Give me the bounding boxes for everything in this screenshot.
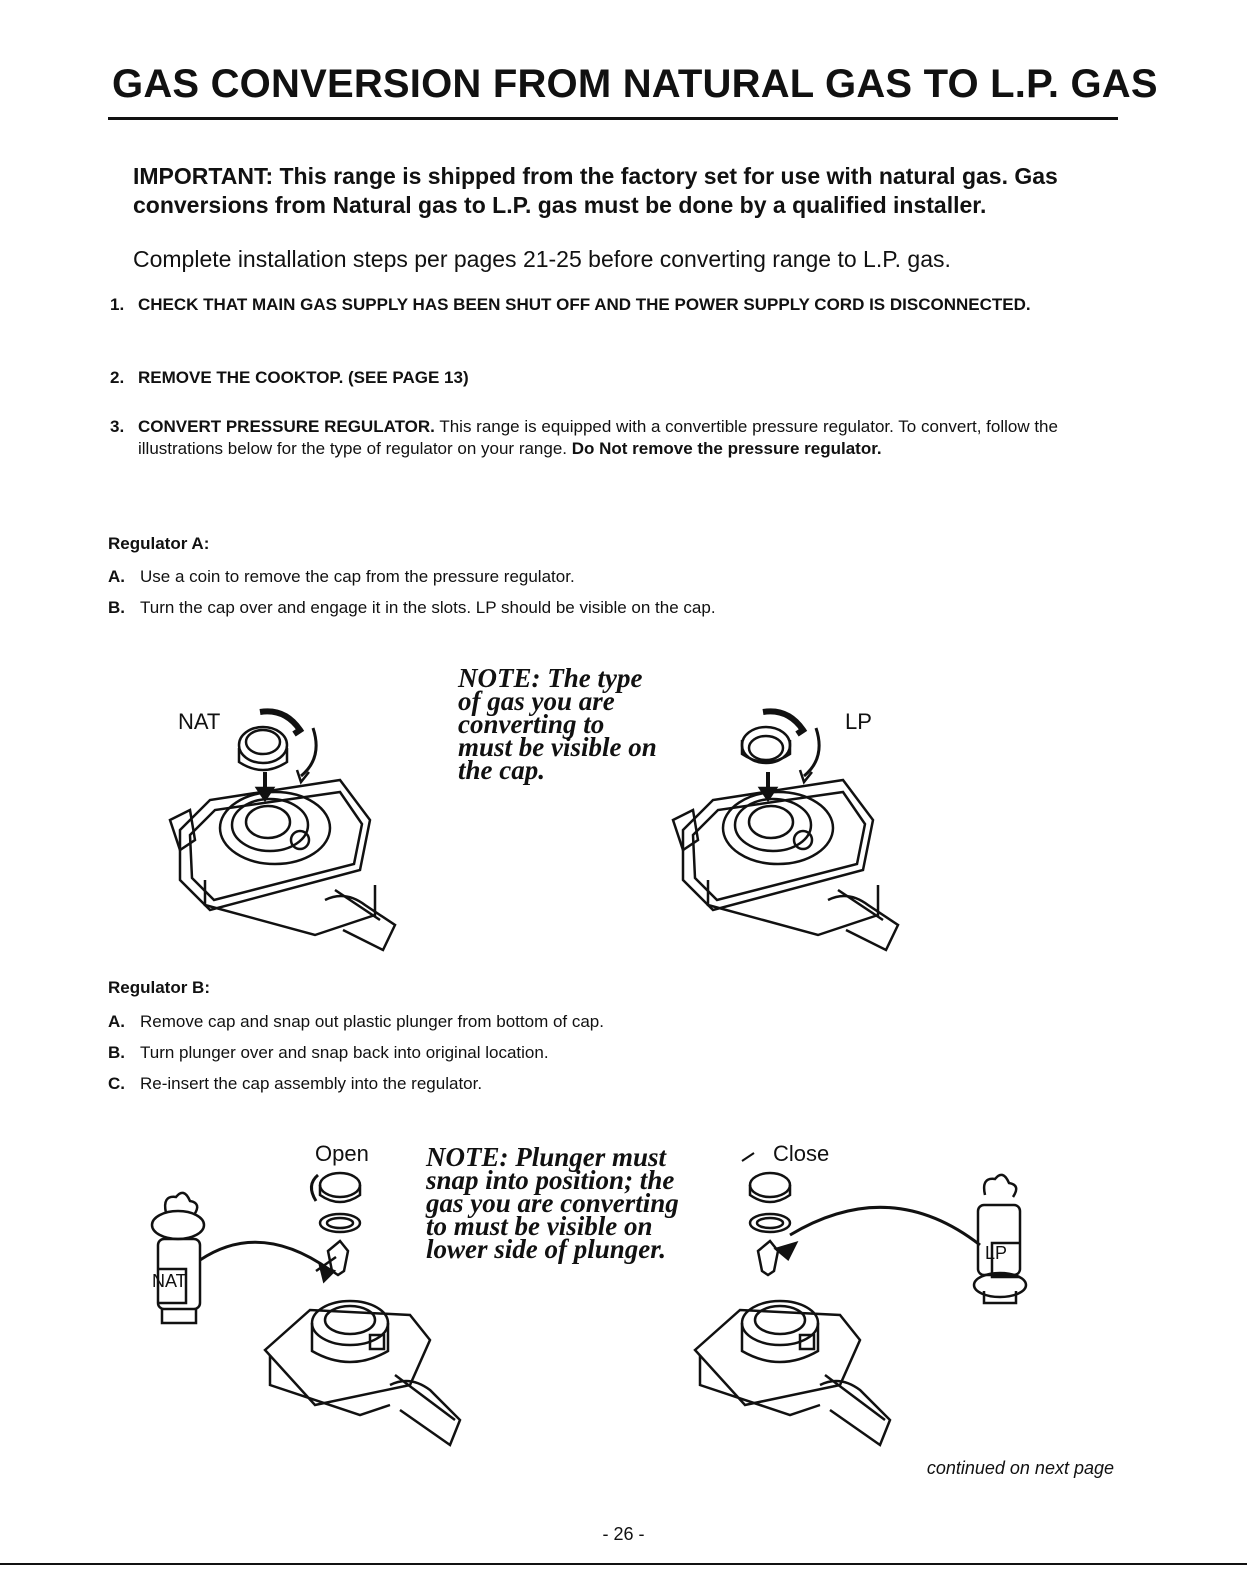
step-bold-text: REMOVE THE COOKTOP. (SEE PAGE 13): [138, 368, 469, 387]
step-bold-warning: Do Not remove the pressure regulator.: [571, 439, 882, 458]
item-text: Remove cap and snap out plastic plunger from bottom of cap.: [140, 1012, 604, 1031]
important-notice: IMPORTANT: This range is shipped from the factory set for use with natural gas. Gas conversions from Natural gas to L.P. gas must be done by a qualified installer.: [133, 163, 1058, 218]
step-1: [110, 294, 1110, 316]
regulator-b-item: [108, 1073, 482, 1095]
regulator-b-heading: Regulator B:: [108, 978, 210, 997]
step-number: 1.: [110, 295, 125, 314]
item-text: Turn plunger over and snap back into original location.: [140, 1043, 549, 1062]
regulator-a-item: [108, 566, 575, 588]
item-letter: B.: [108, 1043, 125, 1062]
note-line: lower side of plunger.: [426, 1234, 667, 1264]
regulator-a-note: [458, 663, 657, 785]
nat-plunger-label: NAT: [152, 1271, 187, 1291]
note-line: to must be visible on: [426, 1211, 653, 1241]
step-bold-text: CONVERT PRESSURE REGULATOR.: [138, 417, 435, 436]
regulator-b-item: [108, 1042, 549, 1064]
step-number: 3.: [110, 417, 125, 436]
page-number: - 26 -: [602, 1524, 645, 1544]
step-text: This range is equipped with a convertible pressure regulator. To convert, follow the illustrations below for the type of regulator on your range.: [138, 417, 1058, 458]
page-title: GAS CONVERSION FROM NATURAL GAS TO L.P. GAS: [112, 62, 1158, 106]
item-text: Re-insert the cap assembly into the regulator.: [140, 1074, 483, 1093]
bottom-border: [0, 1563, 1247, 1565]
regulator-b-item: [108, 1011, 604, 1033]
item-letter: C.: [108, 1074, 125, 1093]
regulator-a-item: [108, 597, 716, 619]
continued-note: continued on next page: [926, 1458, 1114, 1478]
complete-instructions: Complete installation steps per pages 21-25 before converting range to L.P. gas.: [133, 246, 951, 272]
note-line: snap into position; the: [426, 1165, 675, 1195]
note-line: must be visible on: [458, 732, 657, 762]
step-2: [110, 367, 1110, 389]
regulator-a-lp-illustration: [668, 700, 908, 950]
regulator-a-nat-illustration: [165, 700, 405, 950]
step-bold-text: CHECK THAT MAIN GAS SUPPLY HAS BEEN SHUT OFF AND THE POWER SUPPLY CORD IS DISCONNECTED.: [138, 295, 1031, 314]
regulator-a-heading: Regulator A:: [108, 534, 210, 553]
item-text: Use a coin to remove the cap from the pressure regulator.: [140, 567, 575, 586]
regulator-b-close-illustration: [680, 1165, 1040, 1445]
regulator-b-open-illustration: [140, 1165, 480, 1445]
note-line: of gas you are: [458, 686, 615, 716]
note-line: NOTE: The type: [458, 663, 643, 693]
close-label: Close: [773, 1141, 830, 1166]
lp-plunger-label: LP: [985, 1243, 1008, 1263]
item-letter: B.: [108, 598, 125, 617]
item-letter: A.: [108, 1012, 125, 1031]
note-line: gas you are converting: [426, 1188, 679, 1218]
note-line: NOTE: Plunger must: [426, 1142, 667, 1172]
note-line: converting to: [458, 709, 605, 739]
step-number: 2.: [110, 368, 125, 387]
item-text: Turn the cap over and engage it in the slots. LP should be visible on the cap.: [140, 598, 716, 617]
item-letter: A.: [108, 567, 125, 586]
nat-label: NAT: [178, 709, 221, 734]
step-3: [110, 416, 1110, 460]
lp-label: LP: [845, 709, 872, 734]
note-line: the cap.: [458, 755, 545, 785]
open-label: Open: [315, 1141, 369, 1166]
title-underline: [108, 117, 1118, 120]
